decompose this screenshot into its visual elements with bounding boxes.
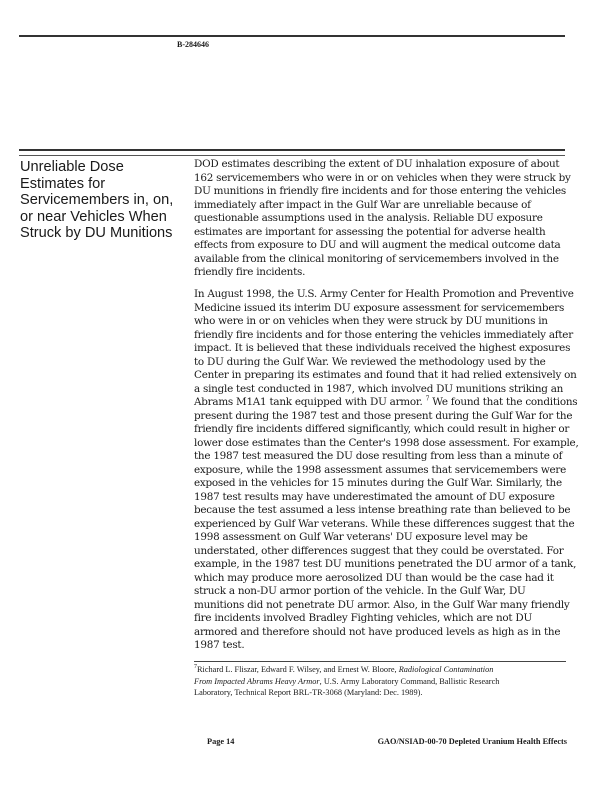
footnote-authors: Richard L. Fliszar, Edward F. Wilsey, and Ernest W. Bloore, [197, 665, 399, 674]
footnote-reference[interactable]: 7 [425, 395, 430, 403]
section-heading: Unreliable Dose Estimates for Servicemembers in, on, or near Vehicles When Struck by DU Munitions [20, 159, 174, 242]
text-line: impact. It is believed that these individuals received the highest exposures [194, 342, 571, 354]
section-rule [19, 149, 565, 151]
text-line: Medicine issued its interim DU exposure assessment for servicemembers [194, 301, 565, 314]
document-id: B-284646 [177, 40, 209, 49]
text-line: exposed in the vehicles for 15 minutes during the Gulf War. Similarly, the [194, 477, 562, 489]
footnote-publisher: , U.S. Army Laboratory Command, Ballistic Research [319, 676, 500, 686]
text-line: which may produce more aerosolized DU than would be the case had it [194, 571, 554, 584]
text-line: because the test assumed a less intense breathing rate than believed to be [194, 504, 571, 516]
paragraph-1 [194, 158, 574, 280]
text-line: Center in preparing its estimates and found that it had relied extensively on [194, 369, 577, 381]
text-line: questionable assumptions used in the analysis. Reliable DU exposure [194, 212, 543, 224]
text-line: exposure, while the 1998 assessment assumes that servicemembers were [194, 463, 567, 476]
footnote [194, 664, 574, 699]
text-line: DU munitions in friendly fire incidents and for those entering the vehicles [194, 185, 566, 197]
text-line: present during the 1987 test and those present during the Gulf War for the [194, 409, 573, 422]
text-line: 1987 test. [194, 639, 245, 651]
footnote-report: Laboratory, Technical Report BRL-TR-3068 (Maryland: Dec. 1989). [194, 688, 423, 698]
text-line: the 1987 test measured the DU dose resulting from less than a minute of [194, 450, 563, 462]
text-line: DOD estimates describing the extent of DU inhalation exposure of about [194, 158, 560, 170]
footnote-title: From Impacted Abrams Heavy Armor [194, 676, 320, 686]
text-line: example, in the 1987 test DU munitions penetrated the DU armor of a tank, [194, 558, 577, 570]
text-line: to DU during the Gulf War. We reviewed the methodology used by the [194, 355, 546, 368]
footnote-marker: 7 [194, 664, 197, 671]
text-line: a single test conducted in 1987, which involved DU munitions striking an [194, 382, 564, 395]
text-line: armored and therefore should not have produced levels as high as in the [194, 625, 561, 638]
text-line [194, 395, 578, 410]
text-line: friendly fire incidents and for those entering the vehicles immediately after [194, 328, 573, 341]
text-line: fire incidents involved Bradley Fighting vehicles, which are not DU [194, 612, 532, 624]
text-line: friendly fire incidents. [194, 266, 306, 278]
text-line: 1998 assessment on Gulf War veterans' DU exposure level may be [194, 531, 528, 543]
text-line: struck a non-DU armor portion of the vehicle. In the Gulf War, DU [194, 585, 526, 597]
text-line: effects from exposure to DU and will augment the medical outcome data [194, 239, 561, 251]
text-line: friendly fire incidents differed significantly, which could result in higher or [194, 423, 570, 435]
footnote-title: Radiological Contamination [398, 665, 494, 674]
text-line: munitions did not penetrate DU armor. Also, in the Gulf War many friendly [194, 598, 570, 611]
header-rule [258, 35, 565, 37]
footnote-rule [194, 661, 566, 662]
report-title: GAO/NSIAD-00-70 Depleted Uranium Health Effects [377, 737, 567, 746]
page-number: Page 14 [207, 737, 235, 746]
text-line: experienced by Gulf War veterans. While these differences suggest that the [194, 517, 575, 530]
text-line: In August 1998, the U.S. Army Center for Health Promotion and Preventive [194, 288, 574, 300]
text-line: who were in or on vehicles when they were struck by DU munitions in [194, 315, 548, 327]
text-line: available from the clinical monitoring of servicemembers involved in the [194, 252, 559, 265]
text-line: immediately after impact in the Gulf War are unreliable because of [194, 198, 531, 211]
text-line-tail: We found that the conditions [429, 396, 578, 408]
section-rule [19, 155, 565, 156]
text-line-head: Abrams M1A1 tank equipped with DU armor. [194, 396, 423, 408]
paragraph-2 [194, 288, 579, 653]
text-line: 162 servicemembers who were in or on vehicles when they were struck by [194, 171, 571, 184]
text-line: estimates are important for assessing the potential for adverse health [194, 225, 546, 238]
text-line: 1987 test results may have underestimated the amount of DU exposure [194, 490, 555, 503]
text-line: lower dose estimates than the Center's 1998 dose assessment. For example, [194, 436, 579, 449]
text-line: understated, other differences suggest that they could be overstated. For [194, 544, 564, 557]
